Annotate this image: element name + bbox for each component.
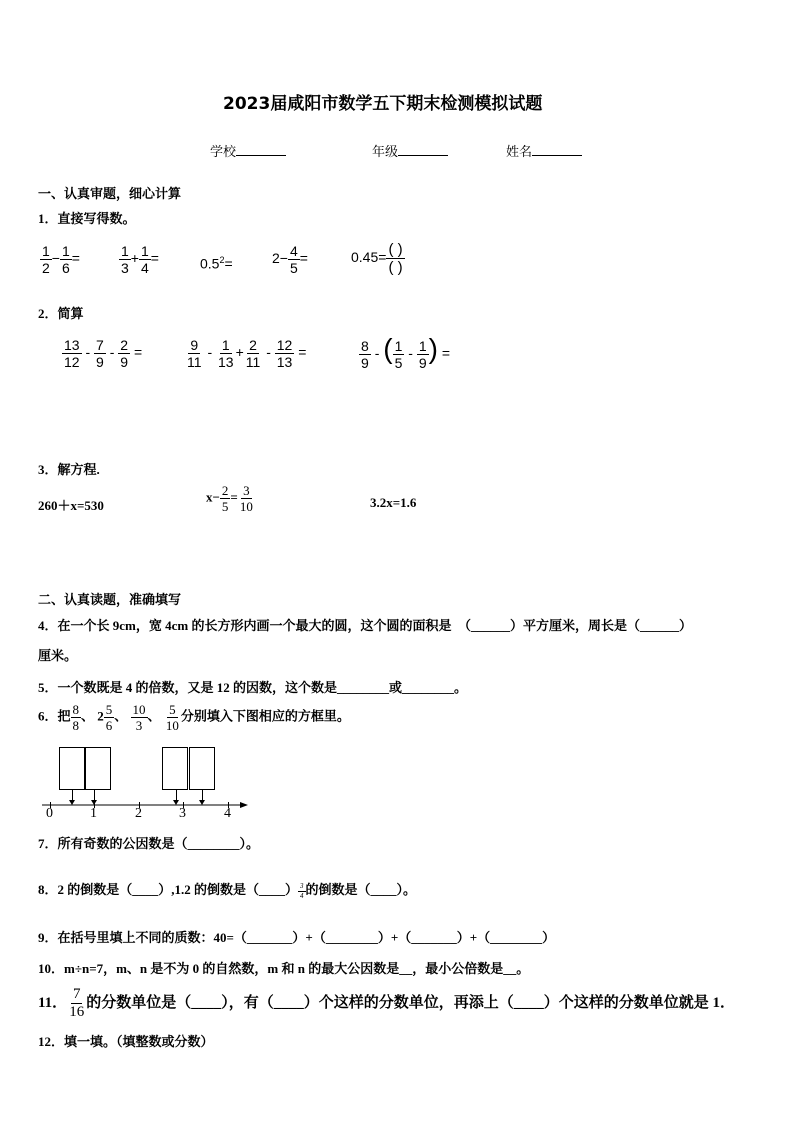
q2-label: 2．简算 <box>38 306 84 321</box>
q4-line1: 4．在一个长 9cm，宽 4cm 的长方形内画一个最大的圆，这个圆的面积是 （______）平方厘米，周长是（______） <box>38 618 692 633</box>
section2-heading: 二、认真读题，准确填写 <box>38 592 182 607</box>
q4-line2: 厘米。 <box>38 648 78 663</box>
q1-item-e: 0.45= $\frac{( )}{( )}$ <box>351 241 403 276</box>
answer-box-3[interactable] <box>162 747 188 790</box>
numberline-label-4: 4 <box>224 806 231 821</box>
q6: 6．把 $\frac{8}{8}$ 、 2 $\frac{5}{6}$ 、 $\frac{10}{3}$ 、 $\frac{5}{10}$ 分别填入下图相应的方框里。 <box>38 702 350 733</box>
name-field <box>506 141 582 160</box>
q3-eq1: 260＋x=530 <box>38 498 104 513</box>
grade-label: 年级 <box>372 144 399 159</box>
grade-field <box>372 141 448 160</box>
section1-heading: 一、认真审题，细心计算 <box>38 186 182 201</box>
answer-box-4[interactable] <box>189 747 215 790</box>
q8: 8．2 的倒数是（____）,1.2 的倒数是（____） $\frac{3}{4}$ 的倒数是（____）。 <box>38 881 417 900</box>
school-label: 学校 <box>210 144 237 159</box>
name-label: 姓名 <box>506 144 533 159</box>
numberline-label-1: 1 <box>90 806 97 821</box>
q3-eq3: 3.2x=1.6 <box>370 495 417 510</box>
numberline-label-3: 3 <box>179 806 186 821</box>
q2-item-a: $\frac{13}{12}$ - $\frac{7}{9}$ - $\frac{2}{9}$ = <box>64 337 143 370</box>
school-field <box>210 141 286 160</box>
q10: 10．m÷n=7，m、n 是不为 0 的自然数，m 和 n 的最大公因数是__，最小公倍数是__。 <box>38 961 530 976</box>
q7: 7．所有奇数的公因数是（________）。 <box>38 836 260 851</box>
q3-eq2: x− $\frac{2}{5}$ = $\frac{3}{10}$ <box>206 483 253 514</box>
q1-item-d: 2− $\frac{4}{5}$ = <box>272 243 308 276</box>
q2-item-c: $\frac{8}{9}$ - ( $\frac{1}{5}$ - $\frac{1}{9}$ ) = <box>361 333 451 371</box>
q3-label: 3．解方程. <box>38 462 100 477</box>
q11: 11． $\frac{7}{16}$ 的分数单位是（____），有（____）个这样的分数单位，再添上（____）个这样的分数单位就是 1． <box>38 986 735 1020</box>
q5: 5．一个数既是 4 的倍数，又是 12 的因数，这个数是________或________。 <box>38 680 468 695</box>
q1-item-b: $\frac{1}{3}$ + $\frac{1}{4}$ = <box>121 243 159 276</box>
q1-label: 1．直接写得数。 <box>38 211 136 226</box>
numberline-label-2: 2 <box>135 806 142 821</box>
axis-line <box>40 800 250 810</box>
q12: 12．填一填。（填整数或分数） <box>38 1034 214 1049</box>
answer-box-2[interactable] <box>85 747 111 790</box>
number-line <box>40 745 250 820</box>
q2-item-b: $\frac{9}{11}$ - $\frac{1}{13}$ + $\frac{2}{11}$ - $\frac{12}{13}$ = <box>187 337 307 370</box>
q1-item-a: $\frac{1}{2}$ − $\frac{1}{6}$ = <box>42 243 80 276</box>
page-title: 2023届咸阳市数学五下期末检测模拟试题 <box>223 94 543 114</box>
q9: 9．在括号里填上不同的质数：40=（_______）+（________）+（_______）+（________） <box>38 930 556 945</box>
q1-item-c: $0.5^2=$ <box>200 255 233 272</box>
answer-box-1[interactable] <box>59 747 85 790</box>
numberline-label-0: 0 <box>46 806 53 821</box>
